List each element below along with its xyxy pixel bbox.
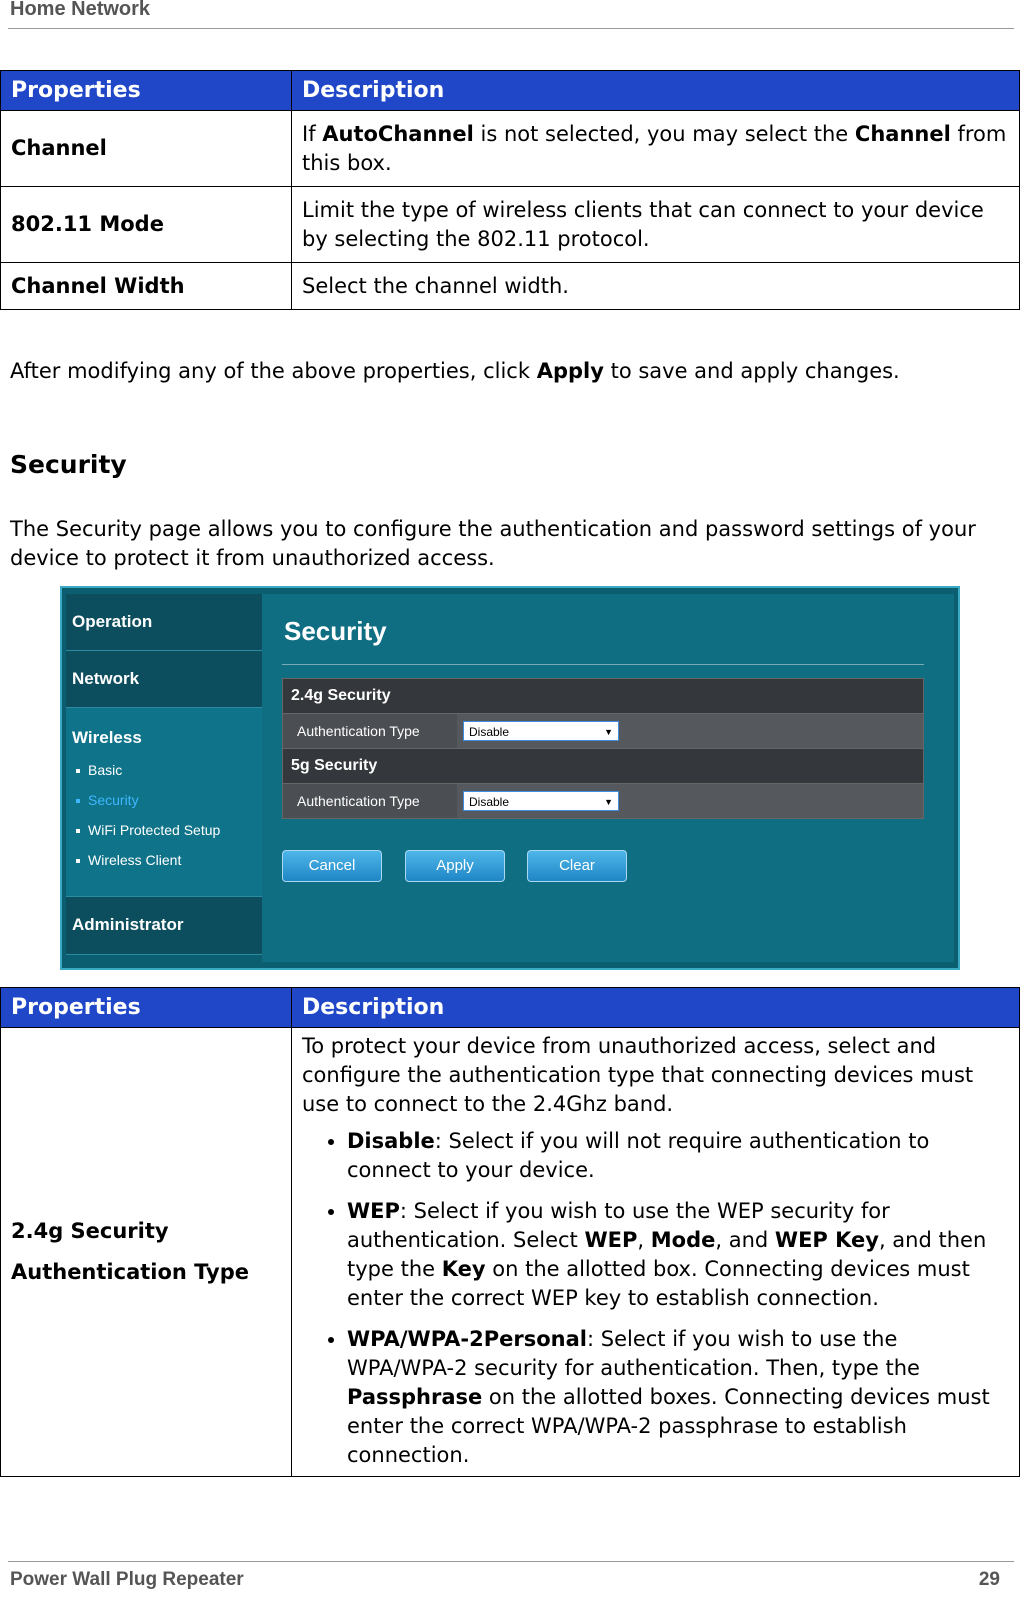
property-description: Select the channel width.	[292, 263, 1020, 310]
property-name: 802.11 Mode	[1, 187, 292, 263]
clear-button[interactable]: Clear	[527, 850, 627, 882]
nav-wireless-label: Wireless	[72, 728, 142, 747]
group-title: 2.4g Security	[283, 679, 923, 713]
security-24g-group	[282, 678, 924, 749]
table-row	[1, 111, 1020, 187]
group-title: 5g Security	[283, 749, 923, 783]
bullet-icon	[76, 859, 80, 863]
bullet-icon	[76, 799, 80, 803]
property-name: Channel Width	[1, 263, 292, 310]
nav-item-wireless[interactable]	[66, 708, 262, 897]
col-header-properties: Properties	[1, 71, 292, 111]
bullet-icon	[76, 829, 80, 833]
dropdown-arrow-icon: ▼	[604, 727, 613, 737]
col-header-description: Description	[292, 71, 1020, 111]
footer-rule	[8, 1561, 1014, 1562]
auth-type-24g-select[interactable]: Disable ▼	[463, 721, 619, 741]
nav-item-network[interactable]: Network	[66, 651, 262, 708]
col-header-description: Description	[292, 988, 1020, 1028]
apply-instruction: After modifying any of the above properties, click Apply to save and apply changes.	[10, 359, 900, 383]
property-description: To protect your device from unauthorized access, select and configure the authentication type that connecting devices must use to connect to the 2.4Ghz band. • Disable: Select if you will not require authentication to connect to your device. • WEP: Select if you wish to use the WEP security for authentication. Select WEP, Mode, and WEP Key, and then type the Key on the allotted box. Connecting devices must enter the correct WEP key to establish connection. • WPA/WPA-2Personal: Select if you wish to use the WPA/WPA-2 security for authentication. Then, type the Passphrase on the allotted boxes. Connecting devices must enter the correct WPA/WPA-2 passphrase to establish connection.	[292, 1028, 1020, 1477]
header-rule	[8, 28, 1014, 29]
security-page-screenshot	[60, 586, 960, 970]
nav-sub-wifi-protected-setup[interactable]: WiFi Protected Setup	[76, 822, 262, 838]
property-description: If AutoChannel is not selected, you may select the Channel from this box.	[292, 111, 1020, 187]
table-row	[1, 187, 1020, 263]
page-header-title: Home Network	[10, 0, 151, 20]
table-row	[1, 263, 1020, 310]
panel-title: Security	[284, 616, 387, 646]
cancel-button[interactable]: Cancel	[282, 850, 382, 882]
field-label: Authentication Type	[283, 714, 457, 748]
field-label: Authentication Type	[283, 784, 457, 818]
security-5g-group	[282, 748, 924, 819]
security-panel	[262, 594, 954, 962]
list-item: • WPA/WPA-2Personal: Select if you wish to use the WPA/WPA-2 security for authentication. Then, type the Passphrase on the allotted boxes. Connecting devices must enter the correct WPA/WPA-2 passphrase to establish connection.	[347, 1325, 1009, 1470]
section-heading: Security	[10, 450, 127, 479]
nav-sub-wireless-client[interactable]: Wireless Client	[76, 852, 262, 868]
nav-sub-basic[interactable]: Basic	[76, 762, 262, 778]
nav-item-operation[interactable]: Operation	[66, 594, 262, 651]
properties-table-wireless	[0, 70, 1020, 310]
side-nav	[66, 594, 262, 960]
col-header-properties: Properties	[1, 988, 292, 1028]
apply-button[interactable]: Apply	[405, 850, 505, 882]
property-description: Limit the type of wireless clients that can connect to your device by selecting the 802.11 protocol.	[292, 187, 1020, 263]
property-name: 2.4g Security Authentication Type	[1, 1028, 292, 1477]
properties-table-security	[0, 987, 1020, 1477]
bullet-icon	[76, 769, 80, 773]
property-name: Channel	[1, 111, 292, 187]
nav-item-administrator[interactable]: Administrator	[66, 897, 262, 955]
list-item: • Disable: Select if you will not require authentication to connect to your device.	[347, 1127, 1009, 1185]
title-divider	[282, 664, 924, 665]
dropdown-arrow-icon: ▼	[604, 797, 613, 807]
footer-product-name: Power Wall Plug Repeater	[10, 1569, 244, 1590]
nav-sub-security[interactable]: Security	[76, 792, 262, 808]
list-item: • WEP: Select if you wish to use the WEP security for authentication. Select WEP, Mode, and WEP Key, and then type the Key on the allotted box. Connecting devices must enter the correct WEP key to establish connection.	[347, 1197, 1009, 1313]
page-number: 29	[978, 1569, 1000, 1590]
table-row	[1, 1028, 1020, 1477]
auth-type-5g-select[interactable]: Disable ▼	[463, 791, 619, 811]
section-intro: The Security page allows you to configure the authentication and password settings of your device to protect it from unauthorized access.	[10, 517, 976, 570]
